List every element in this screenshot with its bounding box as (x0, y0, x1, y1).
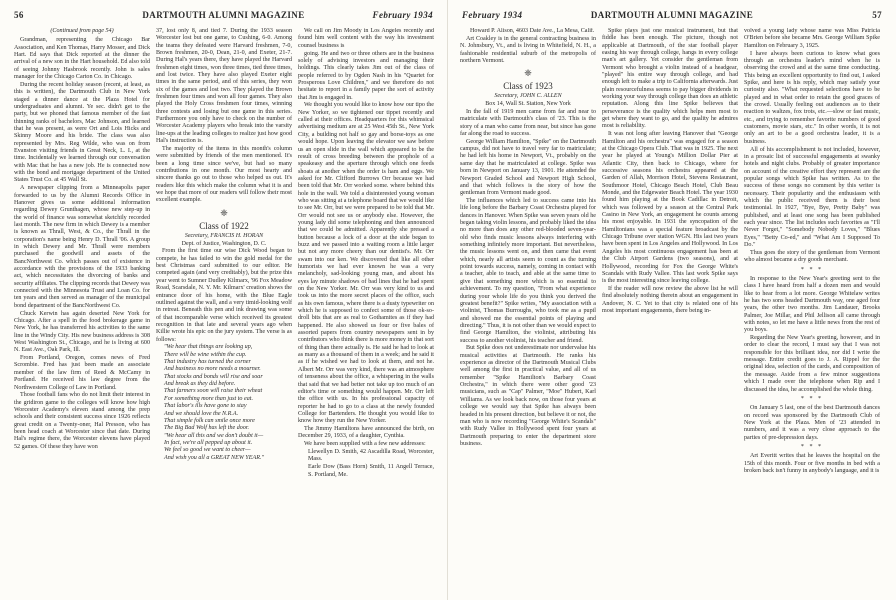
poem-line: In fact, we're all pepped up about it. (164, 439, 253, 446)
paragraph: If the reader will now review the above list he will find absolutely nothing therein about an engagement in Andover, N. C. Yet to that city is related one of his most important engagements, there being in- (602, 286, 738, 315)
poem-line: The Big Bad Wolf has left the door. (164, 425, 250, 432)
paragraph: Grandman, representing the Chicago Bar Association, and Ken Thomas, Harry Mosser, and Dick Hart. Ed says that Dick reported at the dinner the arrival of a new son in the Hart household. Ed also told of seeing Johnny Hasbrook recently. John is sales manager for the Chicago Carton Co. in Chicago. (14, 37, 150, 81)
poem-line: There will be wine within the cup. (164, 351, 247, 358)
paragraph: volved a young lady whose name was Miss Patricia O'Brien before she became Mrs. George William Spike Hamilton on February 3, 1925. (744, 28, 880, 49)
section-divider: * * * (800, 443, 824, 450)
class-1923-heading: Class of 1923 (503, 81, 553, 92)
paragraph: On January 5 last, one of the best Dartmouth dances on record was sponsored by the Dartmouth Club of New York at the Plaza. Men of '23 attended in numbers, and it was a very close approach to the parties of pre-depression days. (744, 405, 880, 441)
poem-line: "We hear all this and we don't doubt it— (164, 432, 264, 439)
right-column-2 (602, 28, 738, 594)
paragraph: The influences which led to success came into his life long before the Barbary Coast Orchestra played for dances in Hanover. When Spike was seven years old he began taking violin lessons, and probably liked the idea no more than does any other red-blooded seven-year-old who finds music lessons always interfering with something infinitely more important. But nevertheless, the music lessons went on, and then came that event which, nearly all artists seem to count as the turning point towards success, namely, coming in contact with a teacher, able to teach, and able at the same time to give that something more which is so essential to achievement. To my question, "From what experience during your whole life do you think you derived the greatest benefit?" Spike writes, "My association with a violinist, Thomas Burroughs, who took me as a pupil and showed me the essential points of playing and directing." Thus, it is not other than we would expect to find George Hamilton, the violinist, attributing his success to another violinist, his teacher and friend. (460, 198, 596, 344)
ornament-icon: ❈ (524, 68, 532, 79)
paragraph: George William Hamilton, "Spike" on the Dartmouth campus, did not have to travel very far to matriculate; he had left his home in Newport, Vt., probably on the same day that he matriculated at college. Spike was born in Newport on January 13, 1901. He attended the Newport Graded School and Newport High School, and that which follows is the story of how the gentleman from Vermont made good. (460, 138, 596, 197)
paragraph: going. He and two or three others are in the business solely of advising investors and managing their holdings. This clearly takes Jim out of the class of people referred to by Ogden Nash in his "Quartet for Prosperous Love Children," and we therefore do not hesitate to report in a family paper the sort of activity that Jim is engaged in. (298, 50, 434, 101)
paragraph: We call on Jim Moody in Los Angeles recently and found him well content with the way his investment counsel business is (298, 28, 434, 49)
paragraph: Art Everitt writes that he leaves the hospital on the 15th of this month. Four or five months in bed with a broken back isn't funny in anybody's language, and it is (744, 453, 880, 474)
right-column-1 (460, 28, 596, 594)
poem-line: That simple folk can smile once more (164, 417, 255, 424)
left-column-1 (14, 28, 150, 594)
paragraph: The majority of the items in this month's column were submitted by friends of the men mentioned. It's been a long time since we've, but had so many contributions in one month. Our most hearty and sincere thanks go out to those who helped us out. It's readers like this which make the column what it is and we hope that more of our readers will follow their most excellent example. (156, 146, 292, 204)
continued-note: (Continued from page 54) (50, 28, 114, 34)
address-entry: Earle Dow (Bass Horn) Smith, 11 Angell Terrace, S. Portland, Me. (308, 464, 434, 478)
poem-line: For something more than just to eat. (164, 395, 253, 402)
right-column-3 (744, 28, 880, 594)
section-divider: * * * (800, 395, 824, 402)
poem-line: And break as they did before. (164, 381, 236, 388)
paragraph: Thus goes the story of the gentleman from Vermont who almost became a dry goods merchant. (744, 249, 880, 264)
left-page-header (14, 10, 433, 22)
poem-line: And wish you all a GREAT NEW YEAR." (164, 454, 265, 461)
paragraph: During the recent holiday season (recent, at least, as this is written), the Dartmouth Club in New York staged a dinner dance at the Plaza Hotel for undergraduates and alumni. Ye sec. didn't get to the party, but we phoned that famous member of the fast thinning ranks of bachelors, Mac Johnson, and learned that he was present, as were Ort and Lois Hicks and Skinny Moore and his bride. The class was also represented by Mrs. Reg Wilde, who was on from Evanston visiting friends in Great Neck, L. I., at the time. Incidentally we learned through our conversation with Mac that he has a new job. He is connected now with the bond and mortgage department of the United States Trust Co. at 45 Wall St. (14, 81, 150, 184)
paragraph: We thought you would like to know how our tipo the New Yorker, so we tightened our tippet recently and called at their offices. Headquarters for this whimsical advertising medium are at 25 West 45th St., New York City, a building not half so gay and borse-toys as one would hope. Upon leaving the elevator we saw before us an open slide in the wall which appeared to be the result of cross breeding between the prophole of a speakeasy and the aperture through which one feeds shoats at another when the order is ham and eggs. We asked for Mr. Clifford Burrows Orr because we had been told that Mr. Orr worked some. where behind this hole in the wall. We told a disinterested young woman who was sitting at a telephone board that we would like to see Mr. Orr, but we were prepared to be told that Mr. Orr would not see us or anybody else. However, the young lady did some telephoning and then announced that we could be admitted. Apparently she pressed a button because a lock of a door at the side began to buzz and we passed into a waiting room a little larger but not any more cheery than our dentist's. Mr. Orr swam into our ken. We discovered that like all other humorists we had ever known he was a very melancholy, sad-looking young man, and about his eyes lay minute shadows of bad lines that he had spent on the New Yorker. Mr. Orr was very kind to us and took us into the more secret places of the office, such as his own famous, where there is a dusty typewriter on which he is supposed to confect some of those ok-so-droll bits that are as real to Gothamites as if they had happened. He also showed us four or five bales of assorted papers from country newspapers sent in by contributors who think there is more money in that sort of thing than there actually is. He said he had to look at as many as a thousand of them in a week; and he said it as if he wished we had to look at them, and not he. Albert Mr. Orr was very kind, there was an atmosphere of tenseness about the office, a whispering in the walls that said that we had better not take up too much of an editor's time or something would happen. Mr. Orr left the office with us. In his professional capacity of reporter he had to go to a class at the newly founded College for Bartenders. He thought you would like to know how they run the New Yorker. (298, 102, 434, 425)
paragraph: Regarding the New Year's greeting, however, and in order to clear the record, I must say that I was not responsible for this brilliant idea, nor did I write the message. Entire credit goes to J. A. Rippel for the original idea, selection of the cards, and composition of the message. Aside from a few minor suggestions which I made over the telephone when Rip and I discussed the idea, he accomplished the whole thing. (744, 335, 880, 393)
issue-date: February 1934 (462, 10, 523, 20)
page-number: 57 (872, 10, 882, 20)
paragraph: All of his accomplishment is not included, however, in a prosaic list of successful engagements at swanky hotels and night clubs. Probably of greater importance on account of the creative effort they represent are the popular songs which Spike has written. As to the success of these songs no comment by this writer is necessary. Their popularity and the enthusiasm with which the public received them is their best testimonial. In 1927, "Bye, Bye, Pretty Baby" was published, and at least one song has been published each year since. The list includes such favorites as "I'll Never Forget," "Somebody Nobody Loves," "Blues Eyes," "Betty Co-ed," and "What Am I Supposed To Do." (744, 146, 880, 248)
paragraph: I have always been curious to know what goes through an orchestra leader's mind when he is observing the crowd and at the same time conducting. This being an excellent opportunity to find out, I asked Spike, and here is his reply, which may satisfy your curiosity also. "What requested selections have to be played and in what order to retain the good graces of the crowd. Usually feeling out audiences as to their reaction to waltzes, fox trots, etc.—slow or fast music, etc., and trying to remember favorite numbers of good customers, movie stars, etc." In other words, it is not only an art to be a good orchestra leader, it is a business. (744, 50, 880, 145)
paragraph: From Portland, Oregon, comes news of Fred Scrombie. Fred has just been made an associate member of the law firm of Reed & McCamy in Portland. He received his law degree from the Northwestern College of Law in Portland. (14, 355, 150, 391)
magazine-title: DARTMOUTH ALUMNI MAGAZINE (142, 10, 305, 20)
right-page (448, 0, 896, 600)
paragraph: The Jimmy Hamiltons have announced the birth, on December 29, 1933, of a daughter, Cynthia. (298, 426, 434, 440)
poem-line: And business no more needs a mourner. (164, 366, 261, 373)
paragraph: In response to the New Year's greeting sent to the class I have heard from half a dozen men and would like to hear from a lot more. George Whitelaw writes he has two sons headed Dartmouth way, one aged four years, the other two months. Jim Landauer, Brooks Palmer, Joe Millar, and Phil Jellison all came through with notes, so let me have a little news from the rest of you boys. (744, 275, 880, 334)
left-column-3 (298, 28, 434, 594)
issue-date: February 1934 (372, 10, 433, 20)
poem-line: That industry has turned the corner (164, 359, 251, 366)
left-column-2 (156, 28, 292, 594)
paragraph: From the first time our wise Dick Wood began to compete, he has failed to win the gold medal for the best Christmas card submitted to our editor. He competed again (and very creditably), but the prize this year went to Sumner Dudley Kilmarx, '96 Fox Meadow Road, Scarsdale, N. Y. Mr. Kilmarx' creation shows the entrance door of his home, with the Blue Eagle outlined against the wall, and a very timid-looking wolf in retreat. Beneath this pen and ink drawing was some of that incomparable verse which received its greatest recognition in that late and several years ago when Killie wrote his epic on the jury system. The verse is as follows: (156, 248, 292, 343)
page-number: 56 (14, 10, 24, 20)
class-secretary: Secretary, JOHN C. ALLEN (494, 93, 562, 100)
paragraph: It was not long after leaving Hanover that "George Hamilton and his orchestra" was engaged for a season at the Chicago Opera Club. That was in 1925. The next year he played at Young's Million Dollar Pier at Atlantic City, then back to Chicago, where for successive seasons his orchestra appeared at the Garden of Allah, Morrison Hotel, Stevens Restaurant, Southmoor Hotel, Chicago Beach Hotel, Club Beau Monde, and the Edgewater Beach Hotel. The year 1930 found him playing at the Book Cadillac in Detroit, which was followed by a season at the Central Park Casino in New York, an engagement he counts among his most enjoyable. In 1931 the syncopation of the Hamiltonians was a special feature broadcast by the Chicago Tribune over station WGN. His last two years have been spent in Los Angeles and Hollywood. In Los Angeles his most continuous engagement has been at the Club Airport Gardens (two seasons), and at Hollywood, recording for Fox the George White's Scandals with Rudy Vallee. This last work Spike says is the most interesting since leaving college. (602, 131, 738, 285)
paragraph: A newspaper clipping from a Minneapolis paper forwarded to us by the Alumni Records Office in Hanover gives us some additional information regarding Dewey Grunthagen, whose new step-up in the world of finance was somewhat sketchily recorded last month. The new firm in which Dewey is a member is known as Thrall, West, & Co., the Thrall in the corporation's name being Henry D. Thrall '06. A group in which Dewey and Mr. Thrall were members purchased the goodwill and assets of the BancNorthwest Co. which passes out of existence in accordance with the provisions of the 1933 banking act, which necessitates the divorcing of banks and security affiliates. The clipping records that Dewey was connected with the Minnesota Trust and Loan Co. for ten years and then served as manager of the municipal bond department of the BancNorthwest Co. (14, 185, 150, 309)
address-entry: Howard P. Alison, 4603 Date Ave., La Mesa, Calif. (470, 28, 595, 34)
right-page-header (462, 10, 882, 22)
poem-line: That labor's ills have gone to stay (164, 403, 247, 410)
poem-line: We feel so good we want to cheer— (164, 447, 251, 454)
paragraph: Spike plays just one musical instrument, but that fiddle has been enough. The picture, though not applicable at Dartmouth, of the star football player easing his way through college, hangs in every college man's art gallery. Yet consider the gentleman from Vermont who brought a violin instead of a headgear, "played" his entire way through college, and had enough left to make a trip to California afterwards. Just plain resourcefulness seems to pay bigger dividends in working your way through college than does an athletic reputation. Along this line Spike believes that perseverance is the quality which helps men most to get where they want to go, and the quality he admires most is reliability. (602, 28, 738, 130)
paragraph: Those football fans who do not limit their interest in the gridiron game to the colleges will know how high Worcester Academy's eleven stand among the prep schools and their consistent success since 1926 reflects great credit on a Twenty-oner, Hal Presson, who has been head coach at Worcester since that date. During Hal's regime there, the Worcester elevens have played 52 games. Of these they have won (14, 392, 150, 450)
poem-line: That farmers soon will raise their wheat (164, 388, 263, 395)
ornament-icon: ❈ (220, 207, 228, 218)
paragraph: 37, lost only 8, and tied 7. During the 1933 season Worcester lost but one game, to Cushing, 6-0. Among the teams they defeated were Harvard freshmen, 7-0, Brown freshmen, 20-0, Dean, 21-0, and Exeter, 21-7. During Hal's years there, they have played the Harvard freshmen eight times, won three times, tied three times, and lost twice. They have also played Exeter eight times in the same period, and of this series, they won six of the games and lost two. They played the Brown freshmen four times and won all four games. They also played the Holy Cross freshmen four times, winning three contests and losing but one game in this series. Furthermore you only have to check on the number of Worcester Academy players who break into the varsity line-ups at the leading colleges to realize just how good Hal's instruction is. (156, 28, 292, 145)
poem-line: And we should love the N.R.A. (164, 410, 239, 417)
class-1922-heading: Class of 1922 (199, 220, 249, 231)
paragraph: We have been supplied with a few new addresses: (304, 441, 426, 448)
paragraph: Chuck Kerwin has again deserted New York for Chicago. After a spell in the food brokerage game in New York, he has transferred his activities to the same line in the Windy City. His new business address is 308 West Washington St., Chicago, and he is living at 600 N. East Ave., Oak Park, Ill. (14, 310, 150, 354)
class-address: Dept. of Justice, Washington, D. C. (181, 240, 267, 247)
paragraph: Art Coakley is in the general contracting business in N. Johnsbury, Vt., and is living in Whitefield, N. H., a fashionable residential suburb of the metropolis of northern Vermont. (460, 35, 596, 64)
class-secretary: Secretary, FRANCIS H. HORAN (184, 232, 264, 239)
section-divider: * * * (800, 266, 824, 273)
magazine-title: DARTMOUTH ALUMNI MAGAZINE (590, 10, 754, 20)
class-address: Box 14, Wall St. Station, New York (485, 101, 571, 108)
paragraph: But Spike does not underestimate nor undervalue his musical activities at Dartmouth. He ranks his experience as director of the Dartmouth Musical Clubs well among the first in practical value, and all of us remember "Spike Hamilton's Barbary Coast Orchestra," in which there were other good '23 musicians, such as "Cap" Palmer, "Moe" Hubert, Karl Williams. As we look back now, on those four years at college we would say that Spike has always been headed in his present direction, but believe it or not, the man who is now recording "George White's Scandals" with Rudy Vallee in Hollywood spent four years at Dartmouth preparing to enter the department store business. (460, 345, 596, 447)
paragraph: In the fall of 1919 men came from far and near to matriculate with Dartmouth's class of '23. This is the story of a man who came from near, but since has gone far along the road to success. (460, 108, 596, 137)
poem-line: That stocks and bonds will rise and soar (164, 373, 263, 380)
poem-line: "We hear that things are looking up, (164, 344, 253, 351)
address-entry: Llewellyn D. Smith, 42 Ascadilla Road, Worcester, Mass. (308, 449, 434, 463)
